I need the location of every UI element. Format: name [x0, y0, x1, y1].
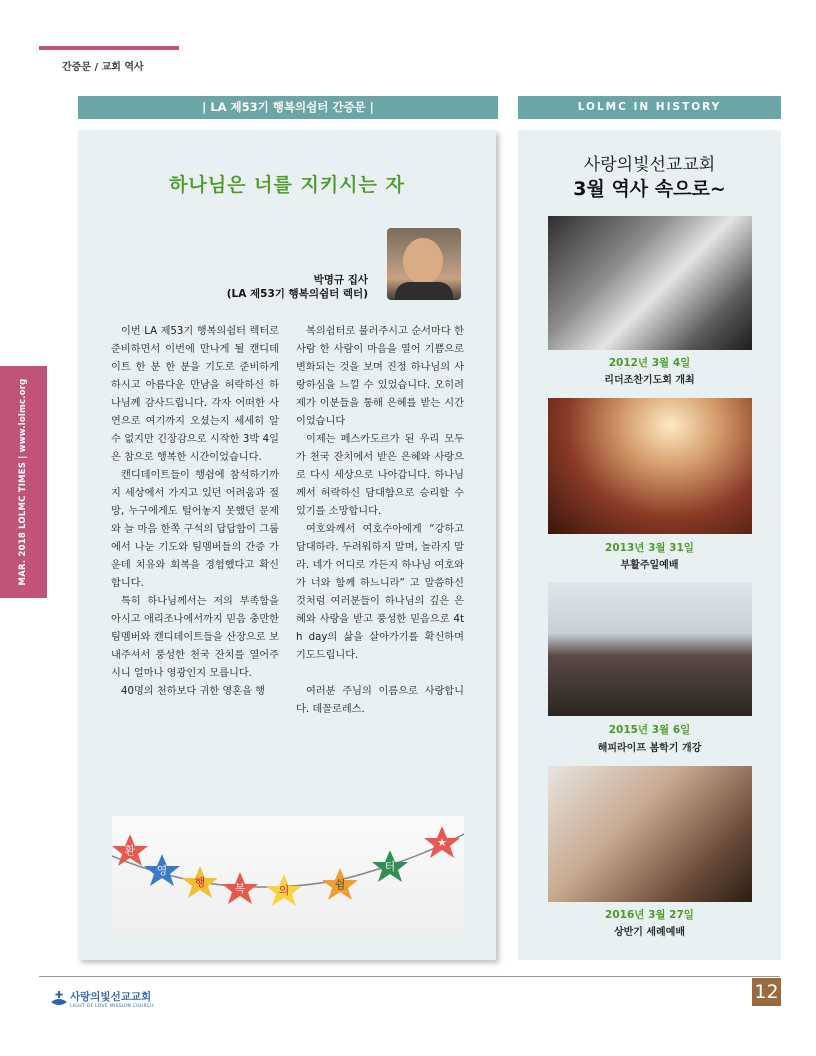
author-face	[403, 238, 443, 284]
article-column-2	[296, 323, 464, 719]
article-column-1	[111, 323, 279, 701]
paragraph: 이번 LA 제53기 행복의쉼터 렉터로 준비하면서 이번에 만나게 될 캔디데이트 한 분 한 분을 기도로 준비하게 하시고 아름다운 만남을 허락하신 하나님께 감사드립니다. 각자 어떠한 사연으로 여기까지 오셨는지 세세히 알 수 없지만 긴장감으로 시작한 3박 4일은 참으로 행복한 시간이었습니다.	[111, 326, 279, 463]
church-logo-subtitle: LIGHT OF LOVE MISSION CHURCH	[70, 1004, 154, 1009]
church-logo-icon	[50, 990, 68, 1008]
history-date: 2013년 3월 31일	[605, 542, 694, 554]
banner-garland	[112, 816, 464, 938]
footer-divider	[39, 976, 780, 977]
author-shirt	[395, 282, 453, 300]
history-caption: 부활주일예배	[620, 560, 679, 571]
author-role: (LA 제53기 행복의쉼터 렉터)	[226, 288, 368, 300]
church-logo-name: 사랑의빛선교교회	[70, 991, 152, 1003]
paragraph: 복의쉼터로 불러주시고 순서마다 한 사람 한 사람이 마음을 열어 기쁨으로 변화되는 것을 보며 진정 하나님의 사랑하심을 느낄 수 있었습니다. 오히려 제가 이분들을 통해 은혜를 받는 시간이었습니다	[296, 326, 464, 427]
paragraph: 이제는 페스카도르가 된 우리 모두가 천국 잔치에서 받은 은혜와 사랑으로 다시 세상으로 나아갑니다. 하나님께서 허락하신 담대함으로 승리할 수 있기를 소망합니다.	[296, 434, 464, 517]
garland-star	[182, 866, 218, 898]
banner-letter: 복	[234, 882, 246, 895]
history-photo-2013	[548, 398, 752, 534]
history-photo-2012	[548, 216, 752, 350]
banner-letter: 행	[194, 876, 206, 889]
banner-letter: ★	[437, 836, 447, 849]
garland-star	[424, 826, 460, 858]
paragraph: 40명의 천하보다 귀한 영혼을 행	[121, 686, 266, 697]
welcome-banner-image	[112, 816, 464, 938]
testimony-section-header: | LA 제53기 행복의쉼터 간증문 |	[78, 96, 498, 119]
author-name: 박명규 집사	[313, 274, 368, 286]
banner-letter: 의	[278, 884, 290, 897]
garland-star	[322, 868, 358, 900]
history-title-line1: 사랑의빛선교교회	[583, 155, 716, 175]
paragraph: 특히 하나님께서는 저의 부족함을 아시고 애리조나에서까지 믿음 충만한 팀멤버와 캔디데이트들을 산장으로 보내주셔서 풍성한 천국 잔치를 열어주시니 얼마나 영광인지 모릅니다.	[111, 596, 279, 679]
top-accent-bar	[39, 46, 179, 50]
paragraph: 캔디데이트들이 행쉼에 참석하기까지 세상에서 가지고 있던 어려움과 절망, 누구에게도 털어놓지 못했던 문제와 늘 마음 한쪽 구석의 답답함이 그룹에서 나눈 기도와 팀멤버들의 간증 가운데 치유와 회복을 경험했다고 확신합니다.	[111, 470, 279, 589]
banner-letter: 환	[124, 844, 136, 857]
history-photo-2015	[548, 582, 752, 716]
history-section-header: LOLMC IN HISTORY	[518, 96, 781, 119]
history-caption: 리더조찬기도회 개최	[604, 375, 695, 386]
history-date: 2016년 3월 27일	[605, 909, 694, 921]
history-date: 2015년 3월 6일	[608, 724, 691, 736]
garland-star	[144, 854, 180, 886]
paragraph: 여호와께서 여호수아에게 “강하고 담대하라. 두려워하지 말며, 놀라지 말라. 네가 어디로 가든지 하나님 여호와가 너와 함께 하느니라” 고 말씀하신 것처럼 여러분들이 하나님의 깊은 은혜와 사랑을 받고 풍성한 믿음으로 4th day의 삶을 살아가기를 확신하며 기도드립니다.	[296, 524, 464, 661]
history-title-line2: 3월 역사 속으로~	[573, 178, 726, 200]
page-number: 12	[752, 978, 781, 1006]
side-tab-text: MAR. 2018 LOLMC TIMES | www.lolmc.org	[18, 378, 28, 586]
paragraph: 여러분 주님의 이름으로 사랑합니다. 데꼴로레스.	[296, 686, 464, 715]
history-date: 2012년 3월 4일	[608, 357, 691, 369]
garland-star	[222, 872, 258, 904]
history-caption: 상반기 세례예배	[613, 927, 686, 938]
banner-letter: 영	[156, 864, 168, 877]
history-caption: 해피라이프 봄학기 개강	[597, 743, 702, 754]
banner-letter: 터	[384, 860, 396, 873]
garland-star	[266, 874, 302, 906]
banner-letter: 쉼	[334, 878, 346, 891]
history-photo-2016	[548, 766, 752, 902]
garland-star	[112, 834, 148, 866]
article-title: 하나님은 너를 지키시는 자	[169, 174, 405, 196]
garland-star	[372, 850, 408, 882]
author-photo	[387, 228, 461, 300]
breadcrumb: 간증문 / 교회 역사	[62, 62, 144, 73]
paragraph-gap	[296, 665, 464, 683]
